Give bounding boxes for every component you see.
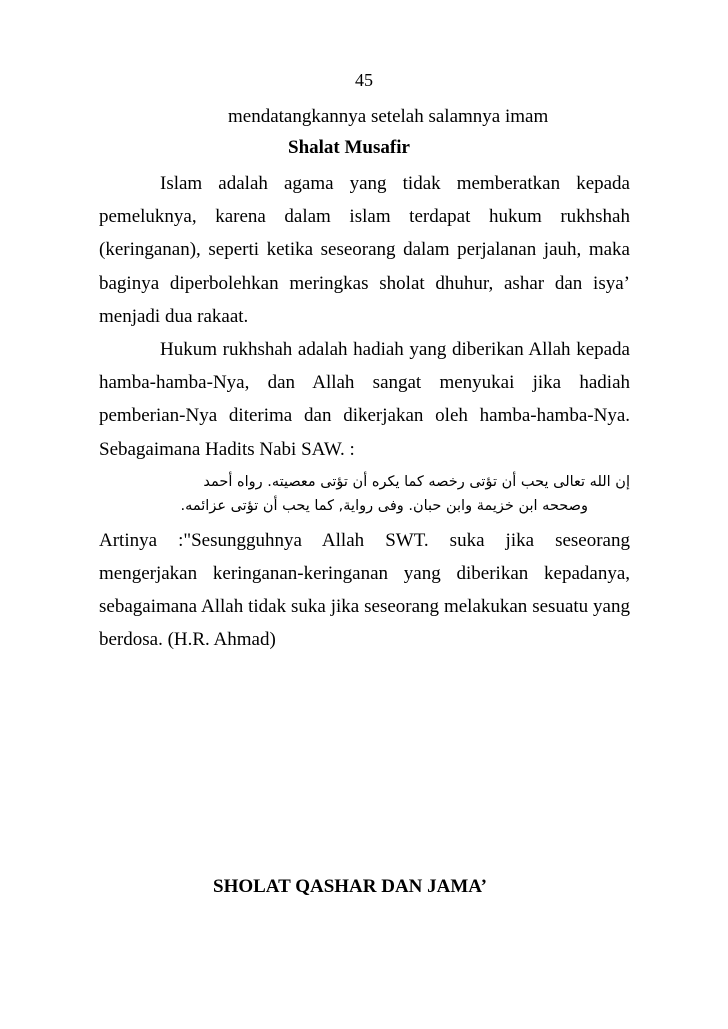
section-title: Shalat Musafir xyxy=(288,137,410,158)
page-number-text: 45 xyxy=(355,70,373,90)
paragraph-3: Artinya :"Sesungguhnya Allah SWT. suka jika seseorang mengerjakan keringanan-keringanan yang diberikan kepadanya, sebagaimana Allah tidak suka jika seseorang melakukan sesuatu yang berdosa. (H.R. Ahmad) xyxy=(99,529,630,651)
continued-line: mendatangkannya setelah salamnya imam xyxy=(228,106,549,127)
next-section-title: SHOLAT QASHAR DAN JAMA’ xyxy=(213,876,487,897)
arabic-line-1: إن الله تعالى يحب أن تؤتى رخصه كما يكره أن تؤتى معصيته. رواه أحمد xyxy=(203,473,630,490)
paragraph-2: Hukum rukhshah adalah hadiah yang diberikan Allah kepada hamba-hamba-Nya, dan Allah sangat menyukai jika hadiah pemberian-Nya diterima dan dikerjakan oleh hamba-hamba-Nya. Sebagaimana Hadits Nabi SAW. : xyxy=(99,339,630,460)
paragraph-1: Islam adalah agama yang tidak memberatkan kepada pemeluknya, karena dalam islam terdapat hukum rukhshah (keringanan), seperti ketika seseorang dalam perjalanan jauh, maka baginya diperbolehkan meringkas sholat dhuhur, ashar dan isya’ menjadi dua rakaat. xyxy=(99,173,630,327)
arabic-line-2: وصححه ابن خزيمة وابن حبان. وفى رواية, كما يحب أن تؤتى عزائمه. xyxy=(180,497,588,514)
body-text xyxy=(99,167,630,657)
page-number xyxy=(0,70,728,91)
arabic-hadith xyxy=(99,466,630,524)
